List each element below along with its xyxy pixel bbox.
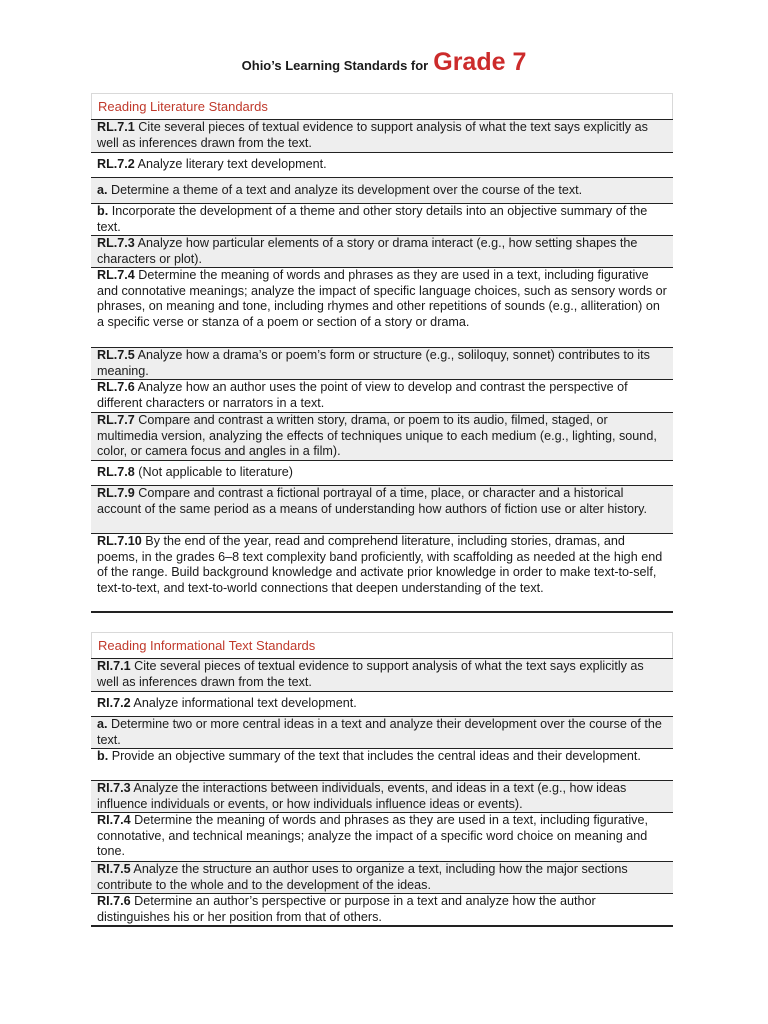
section-heading: Reading Informational Text Standards	[91, 632, 673, 658]
standard-row	[91, 379, 673, 412]
standard-text: (Not applicable to literature)	[134, 465, 293, 480]
standard-row	[91, 861, 673, 893]
standard-text: Analyze the structure an author uses to organize a text, including how the major sections contribute to the whole and to the development of the ideas.	[97, 862, 628, 892]
standard-code: RI.7.6	[97, 894, 131, 908]
standard-text: Cite several pieces of textual evidence to support analysis of what the text says explicitly as well as inferences drawn from the text.	[97, 659, 644, 689]
standard-code: RL.7.8	[97, 465, 135, 480]
standard-row	[91, 691, 673, 716]
reading-informational-table	[91, 632, 673, 927]
standard-code: RL.7.10	[97, 534, 142, 548]
standard-text: Analyze how an author uses the point of view to develop and contrast the perspective of different characters or narrators in a text.	[97, 380, 628, 410]
standard-code: RI.7.5	[97, 862, 131, 876]
standard-row	[91, 460, 673, 485]
standard-row	[91, 347, 673, 379]
standard-code: RL.7.3	[97, 236, 135, 250]
standard-text: Analyze how a drama’s or poem’s form or structure (e.g., soliloquy, sonnet) contributes to its meaning.	[97, 348, 650, 378]
standard-text: Determine the meaning of words and phrases as they are used in a text, including figurative, connotative, and technical meanings; analyze the impact of a specific word choice on meaning and tone.	[97, 813, 648, 859]
standard-code: RL.7.5	[97, 348, 135, 362]
standard-row	[91, 893, 673, 927]
standard-code: RL.7.6	[97, 380, 135, 394]
title-prefix: Ohio’s Learning Standards for	[241, 58, 429, 73]
standard-text: Compare and contrast a fictional portrayal of a time, place, or character and a historical account of the same period as a means of understanding how authors of fiction use or alter history.	[97, 486, 648, 516]
standard-row	[91, 812, 673, 861]
standard-code: RI.7.1	[97, 659, 131, 673]
standard-row	[91, 485, 673, 533]
standard-row	[91, 267, 673, 347]
standard-text: Determine the meaning of words and phrases as they are used in a text, including figurative and connotative meanings; analyze the impact of specific language choices, such as sensory words or phrases, on meaning and tone, including rhymes and other repetitions of sounds (e.g., alliteration) on a specific verse or stanza of a poem or section of a story or drama.	[97, 268, 667, 329]
section-heading: Reading Literature Standards	[91, 93, 673, 119]
standard-text: Analyze informational text development.	[130, 696, 357, 711]
standard-code: b.	[97, 204, 109, 218]
standard-row	[91, 119, 673, 152]
page-title	[0, 48, 768, 77]
standard-text: Analyze how particular elements of a story or drama interact (e.g., how setting shapes the characters or plot).	[97, 236, 638, 266]
standard-code: RI.7.2	[97, 696, 131, 711]
standard-code: a.	[97, 717, 108, 731]
standard-text: Analyze literary text development.	[134, 157, 327, 172]
standard-text: Incorporate the development of a theme and other story details into an objective summary of the text.	[97, 204, 648, 234]
standard-row	[91, 152, 673, 177]
standard-code: RI.7.3	[97, 781, 131, 795]
standard-text: Compare and contrast a written story, drama, or poem to its audio, filmed, staged, or multimedia version, analyzing the effects of techniques unique to each medium (e.g., lighting, sound, color, or camera focus and angles in a film).	[97, 413, 657, 459]
standard-text: Determine two or more central ideas in a text and analyze their development over the course of the text.	[97, 717, 662, 747]
standard-text: Analyze the interactions between individuals, events, and ideas in a text (e.g., how ideas influence individuals or events, or how individuals influence ideas or events).	[97, 781, 627, 811]
standard-row	[91, 533, 673, 613]
standard-row	[91, 716, 673, 748]
standard-text: Cite several pieces of textual evidence to support analysis of what the text says explicitly as well as inferences drawn from the text.	[97, 120, 648, 150]
standard-row	[91, 412, 673, 460]
standard-code: RL.7.7	[97, 413, 135, 427]
standard-text: Determine a theme of a text and analyze its development over the course of the text.	[107, 182, 583, 197]
standard-text: By the end of the year, read and comprehend literature, including stories, dramas, and poems, in the grades 6–8 text complexity band proficiently, with scaffolding as needed at the high end of the range. Build background knowledge and activate prior knowledge in order to make text-to-self, text-to-text, and text-to-world connections that deepen understanding of the text.	[97, 534, 663, 595]
standard-code: b.	[97, 749, 109, 763]
standard-code: RL.7.2	[97, 157, 135, 172]
standard-row	[91, 235, 673, 267]
standard-row	[91, 658, 673, 691]
reading-literature-table	[91, 93, 673, 613]
standard-code: RL.7.1	[97, 120, 135, 134]
standard-row	[91, 177, 673, 203]
standard-code: a.	[97, 182, 108, 197]
standard-row	[91, 748, 673, 780]
standard-code: RL.7.4	[97, 268, 135, 282]
standard-row	[91, 203, 673, 235]
title-grade: Grade 7	[433, 48, 527, 76]
standard-row	[91, 780, 673, 812]
standard-text: Determine an author’s perspective or purpose in a text and analyze how the author distinguishes his or her position from that of others.	[97, 894, 596, 924]
standard-text: Provide an objective summary of the text that includes the central ideas and their development.	[108, 749, 641, 763]
standard-code: RL.7.9	[97, 486, 135, 500]
standard-code: RI.7.4	[97, 813, 131, 827]
